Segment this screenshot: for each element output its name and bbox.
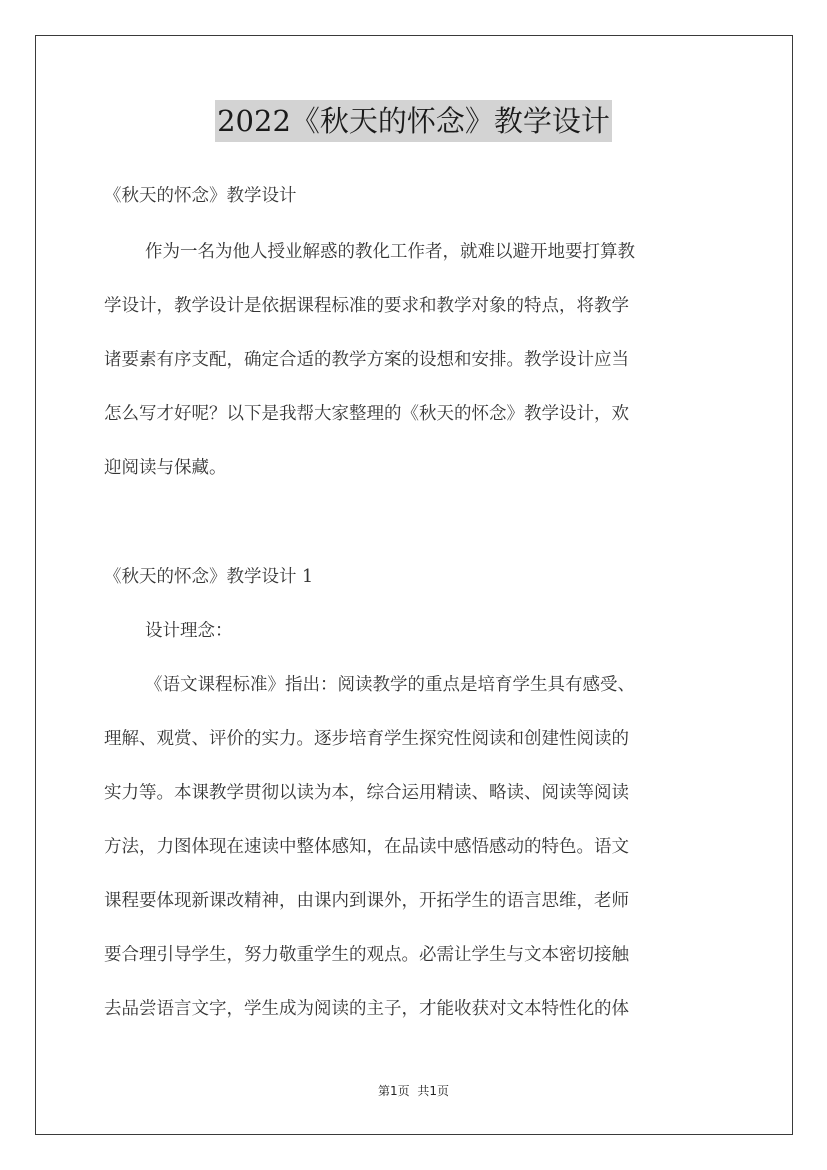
- body-line: 理解、观赏、评价的实力。逐步培育学生探究性阅读和创建性阅读的: [104, 729, 629, 749]
- intro-line: 迎阅读与保藏。: [104, 458, 227, 478]
- body-line: 去品尝语言文字，学生成为阅读的主子，才能收获对文本特性化的体: [104, 999, 629, 1019]
- section-heading: 《秋天的怀念》教学设计 1: [104, 567, 314, 587]
- body-line: 方法，力图体现在速读中整体感知，在品读中感悟感动的特色。语文: [104, 837, 629, 857]
- document-title: 2022《秋天的怀念》教学设计: [215, 100, 612, 142]
- design-label: 设计理念：: [145, 621, 233, 641]
- intro-line: 诸要素有序支配，确定合适的教学方案的设想和安排。教学设计应当: [104, 350, 629, 370]
- page-footer: [0, 1082, 827, 1099]
- intro-line: 怎么写才好呢？以下是我帮大家整理的《秋天的怀念》教学设计，欢: [104, 404, 629, 424]
- body-line: 《语文课程标准》指出：阅读教学的重点是培育学生具有感受、: [145, 675, 635, 695]
- title-container: [0, 100, 827, 142]
- page-number: 第1页: [377, 1084, 410, 1098]
- intro-line: 作为一名为他人授业解惑的教化工作者，就难以避开地要打算教: [145, 242, 635, 262]
- body-line: 要合理引导学生，努力敬重学生的观点。必需让学生与文本密切接触: [104, 945, 629, 965]
- body-line: 课程要体现新课改精神，由课内到课外，开拓学生的语言思维，老师: [104, 891, 629, 911]
- document-subtitle: 《秋天的怀念》教学设计: [104, 186, 297, 206]
- page-total: 共1页: [417, 1084, 450, 1098]
- body-line: 实力等。本课教学贯彻以读为本，综合运用精读、略读、阅读等阅读: [104, 783, 629, 803]
- intro-line: 学设计，教学设计是依据课程标准的要求和教学对象的特点，将教学: [104, 296, 629, 316]
